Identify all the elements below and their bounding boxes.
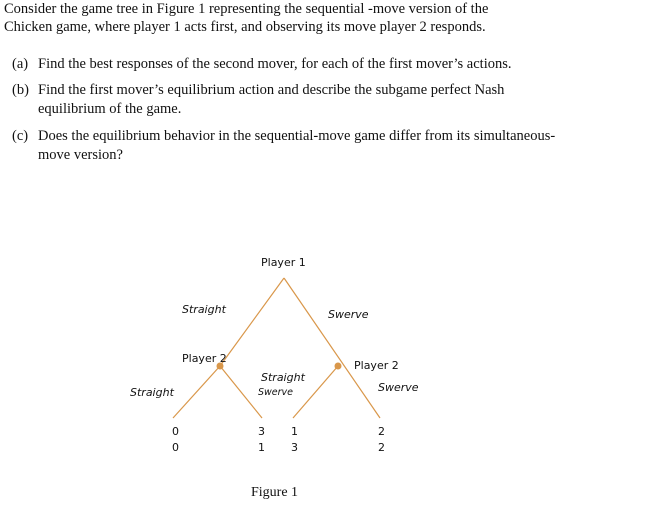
p1-swerve-label: Swerve xyxy=(328,308,369,321)
question-a-text: Find the best responses of the second mover, for each of the first mover’s actions. xyxy=(38,56,512,72)
question-b-text-1: Find the first mover’s equilibrium action and describe the subgame perfect Nash xyxy=(38,82,505,98)
right-node-label: Player 2 xyxy=(354,359,399,372)
payoff-3-p1: 1 xyxy=(291,425,298,438)
branch-p1-swerve xyxy=(284,278,380,418)
branch-left-straight xyxy=(173,366,220,418)
payoff-4-p1: 2 xyxy=(378,425,385,438)
payoff-3-p2: 3 xyxy=(291,441,298,454)
question-b-label: (b) xyxy=(12,82,29,98)
right-decision-node xyxy=(335,363,342,370)
question-c-text-2: move version? xyxy=(38,147,123,163)
question-a-label: (a) xyxy=(12,56,29,72)
intro-line-2: Chicken game, where player 1 acts first, and observing its move player 2 responds. xyxy=(4,19,486,35)
branch-left-swerve xyxy=(220,366,262,418)
p1-straight-label: Straight xyxy=(182,303,226,316)
question-c-text-1: Does the equilibrium behavior in the sequential-move game differ from its simultaneous- xyxy=(38,128,556,144)
payoff-2-p2: 1 xyxy=(258,441,265,454)
figure-caption: Figure 1 xyxy=(251,485,299,500)
left-straight-label: Straight xyxy=(130,386,174,399)
left-node-label: Player 2 xyxy=(182,352,227,365)
mid-straight-label: Straight xyxy=(261,371,305,384)
question-c-label: (c) xyxy=(12,128,29,144)
branch-p1-straight xyxy=(220,278,284,366)
intro-line-1: Consider the game tree in Figure 1 representing the sequential -move version of the xyxy=(4,1,489,17)
payoff-4-p2: 2 xyxy=(378,441,385,454)
payoff-2-p1: 3 xyxy=(258,425,265,438)
payoff-1-p2: 0 xyxy=(172,441,179,454)
payoff-1-p1: 0 xyxy=(172,425,179,438)
mid-swerve-label: Swerve xyxy=(258,387,294,398)
root-label: Player 1 xyxy=(261,256,306,269)
question-b-text-2: equilibrium of the game. xyxy=(38,101,182,117)
right-swerve-label: Swerve xyxy=(378,381,419,394)
